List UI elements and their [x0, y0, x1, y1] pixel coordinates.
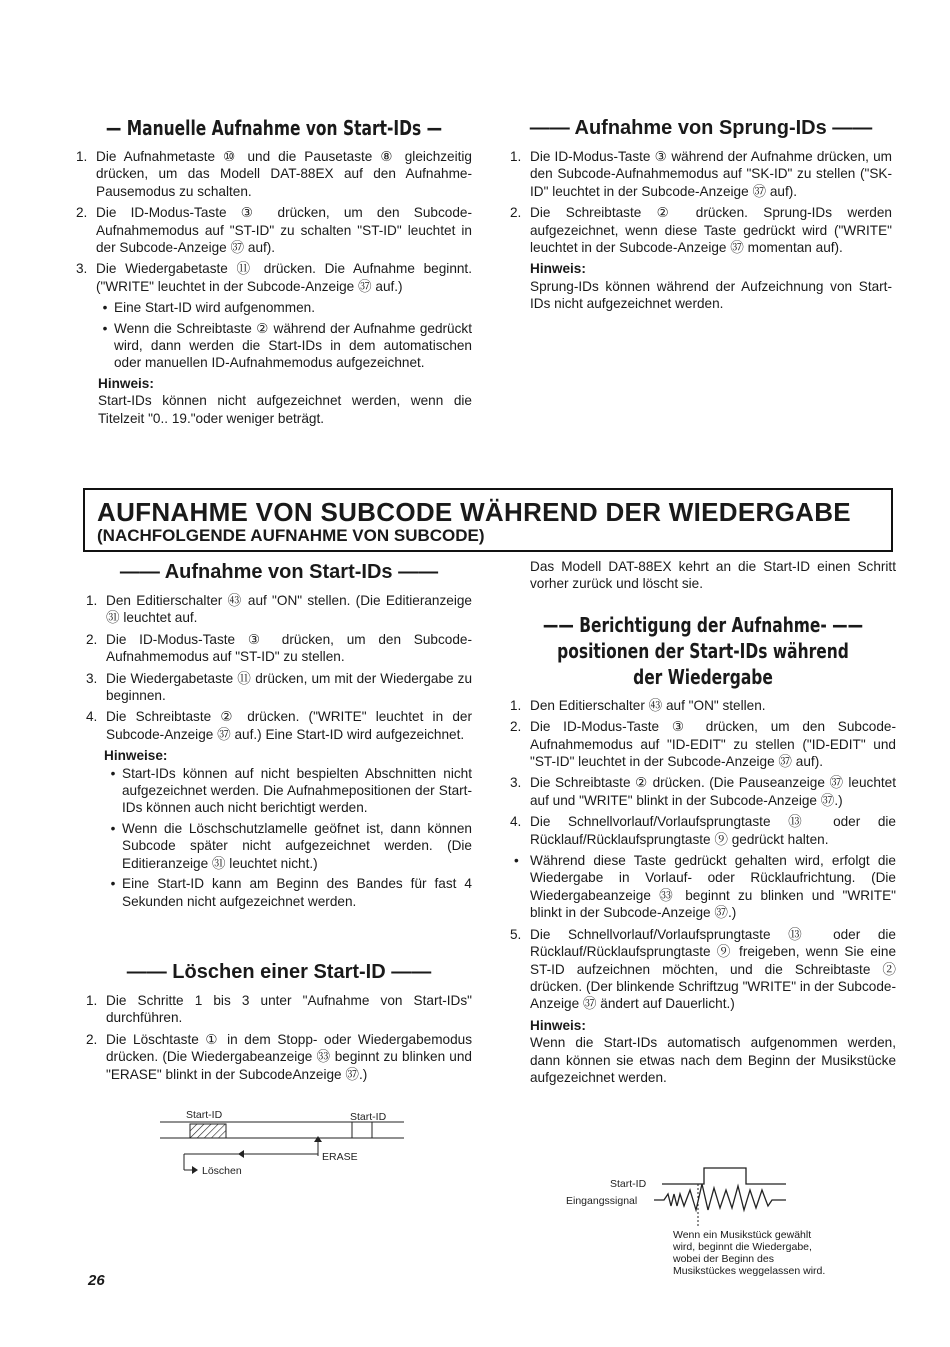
- chapter-subtitle: (NACHFOLGENDE AUFNAHME VON SUBCODE): [97, 526, 485, 545]
- list-item: • Eine Start-ID kann am Beginn des Bandes für fast 4 Sekunden nicht aufgezeichnet werden.: [110, 876, 472, 909]
- intro-text: Das Modell DAT-88EX kehrt an die Start-ID einen Schritt vorher zurück und löscht sie.: [530, 559, 896, 592]
- list-item: 5. Die Schnellvorlauf/Vorlaufsprungtaste ⑬ oder die Rücklauf/Rücklaufsprungtaste ⑨ freigeben, wenn Sie eine ST-ID aufzeichnen möchten, und die Schreibtaste ② drücken. (Der blinkende Schriftzug "WRITE" in der Subcode-Anzeige ㊲ ändert auf Dauerlicht.): [510, 926, 896, 1012]
- signal-diagram: [566, 1164, 816, 1230]
- record-startid-section: [86, 560, 472, 913]
- list-item: 2. Die Schreibtaste ② drücken. Sprung-IDs werden aufgezeichnet, wenn diese Taste gedrückt wird ("WRITE" leuchtet in der Subcode-Anzeige ㊲ momentan auf).: [510, 205, 892, 256]
- erase-diagram: [160, 1104, 420, 1184]
- erase-startid-steps: [86, 992, 472, 1083]
- hatched-startid: [190, 1124, 226, 1138]
- hint-title: Hinweis:: [98, 375, 154, 391]
- startid-pulse: [662, 1168, 786, 1184]
- erase-startid-section: [86, 960, 472, 1087]
- hint-title: Hinweis:: [530, 261, 586, 277]
- list-item: 3. Die Wiedergabetaste ⑪ drücken, um mit der Wiedergabe zu beginnen.: [86, 670, 472, 704]
- diagram-label-startid-left: Start-ID: [186, 1109, 223, 1121]
- section-title-erase-startid: —— Löschen einer Start-ID ——: [126, 961, 432, 983]
- list-item: • Start-IDs können auf nicht bespielten Abschnitten nicht aufgezeichnet werden. Die Aufnahmepositionen der Start-IDs können auch nicht berichtigt werden.: [110, 765, 472, 816]
- list-item: • Während diese Taste gedrückt gehalten wird, erfolgt die Wiedergabe in Vorlauf- oder Rücklaufrichtung. (Die Wiedergabeanzeige ㉝ beginnt zu blinken und "WRITE" blinkt in der Subcode-Anzeige ㊲.): [514, 853, 896, 921]
- list-item: 2. Die ID-Modus-Taste ③ drücken, um den Subcode-Aufnahmemodus auf "ST-ID" zu schalten "ST-ID" leuchtet in der Subcode-Anzeige ㊲ auf).: [76, 205, 472, 256]
- diagram-label-startid: Start-ID: [610, 1178, 647, 1190]
- skip-id-steps: [510, 148, 892, 256]
- correction-section: [510, 558, 896, 1086]
- list-item: • Eine Start-ID wird aufgenommen.: [102, 300, 315, 316]
- chapter-title: AUFNAHME VON SUBCODE WÄHREND DER WIEDERGABE: [97, 497, 851, 527]
- list-item: 3. Die Schreibtaste ② drücken. (Die Pauseanzeige ㊲ leuchtet auf und "WRITE" blinkt in der Subcode-Anzeige ㊲.): [510, 775, 896, 808]
- erase-arrowhead: [314, 1136, 322, 1142]
- list-item: 2. Die ID-Modus-Taste ③ drücken, um den Subcode-Aufnahmemodus auf "ST-ID" zu stellen.: [86, 631, 472, 665]
- diagram-label-erase: ERASE: [322, 1151, 358, 1163]
- list-item: 1. Den Editierschalter ㊸ auf "ON" stellen. (Die Editieranzeige ㉛ leuchtet auf.: [86, 593, 472, 626]
- section-title-manual-startid: — Manuelle Aufnahme von Start-IDs —: [105, 116, 443, 140]
- hint-title: Hinweise:: [104, 748, 168, 764]
- list-item: • Wenn die Löschschutzlamelle geöfnet ist, dann können Subcode später nicht aufgezeichnet werden. (Die Editieranzeige ㉛ leuchtet nicht.): [110, 820, 472, 871]
- list-item: 4. Die Schreibtaste ② drücken. ("WRITE" leuchtet in der Subcode-Anzeige ㊲ auf.) Eine Start-ID wird aufgezeichnet.: [86, 709, 472, 742]
- page-number: 26: [88, 1272, 105, 1289]
- chapter-banner: [83, 488, 893, 552]
- hint-text: Sprung-IDs können während der Aufzeichnung von Start-IDs nicht aufgezeichnet werden.: [530, 278, 892, 312]
- hint-text: Wenn die Start-IDs automatisch aufgenommen werden, dann können sie etwas nach dem Beginn der Musikstücke aufgezeichnet werden.: [530, 1035, 896, 1085]
- diagram-caption: Wenn ein Musikstück gewählt wird, beginnt die Wiedergabe, wobei der Beginn des Musikstückes weggelassen wird.: [673, 1229, 826, 1277]
- record-startid-hints: [104, 765, 472, 910]
- manual-startid-bullets: [96, 299, 472, 372]
- list-item: 1. Die Schritte 1 bis 3 unter "Aufnahme von Start-IDs" durchführen.: [86, 993, 472, 1026]
- skip-id-section: [510, 116, 892, 313]
- hint-title: Hinweis:: [530, 1017, 586, 1033]
- list-item: 1. Die ID-Modus-Taste ③ während der Aufnahme drücken, um den Subcode-Aufnahmemodus auf "SK-ID" zu stellen ("SK-ID" leuchtet in der Subcode-Anzeige ㊲ auf).: [510, 149, 892, 199]
- list-item: 3. Die Wiedergabetaste ⑪ drücken. Die Aufnahme beginnt. ("WRITE" leuchtet in der Subcode-Anzeige ㊲ auf.): [76, 261, 472, 294]
- input-signal-wave: [654, 1184, 786, 1210]
- correction-steps: [510, 697, 896, 1013]
- diagram-label-startid-right: Start-ID: [350, 1111, 387, 1123]
- list-item: 1. Die Aufnahmetaste ⑩ und die Pausetaste ⑧ gleichzeitig drücken, um das Modell DAT-88EX auf den Aufnahme-Pausemodus zu schalten.: [76, 149, 472, 199]
- diagram-label-signal: Eingangssignal: [566, 1195, 638, 1207]
- diagram-label-loeschen: Löschen: [202, 1165, 242, 1177]
- section-title-skip-id: —— Aufnahme von Sprung-IDs ——: [529, 117, 873, 139]
- return-arrowhead: [238, 1150, 244, 1158]
- manual-startid-steps: [76, 148, 472, 295]
- manual-startid-section: [76, 116, 472, 427]
- section-title-correction: —— Berichtigung der Aufnahme- —— positionen der Start-IDs während der Wiedergabe: [542, 612, 864, 689]
- record-startid-steps: [86, 592, 472, 743]
- list-item: 2. Die Löschtaste ① in dem Stopp- oder Wiedergabemodus drücken. (Die Wiedergabeanzeige ㉝ beginnt zu blinken und "ERASE" blinkt in der SubcodeAnzeige ㊲.): [86, 1031, 472, 1082]
- section-title-record-startid: —— Aufnahme von Start-IDs ——: [119, 561, 439, 583]
- list-item: 4. Die Schnellvorlauf/Vorlaufsprungtaste ⑬ oder die Rücklauf/Rücklaufsprungtaste ⑨ gedrückt halten.: [510, 814, 896, 847]
- loeschen-arrowhead: [192, 1166, 198, 1174]
- hint-text: Start-IDs können nicht aufgezeichnet werden, wenn die Titelzeit "0.. 19."oder weniger beträgt.: [98, 393, 472, 426]
- list-item: 1. Den Editierschalter ㊸ auf "ON" stellen.: [510, 697, 766, 713]
- list-item: • Wenn die Schreibtaste ② während der Aufnahme gedrückt wird, dann werden die Start-IDs in dem automatischen oder manuellen ID-Aufnahmemodus aufgezeichnet.: [102, 320, 472, 371]
- list-item: 2. Die ID-Modus-Taste ③ drücken, um den Subcode-Aufnahmemodus auf "ID-EDIT" zu stellen ("ID-EDIT" und "ST-ID" leuchtet in der Subcode-Anzeige ㊲ auf).: [510, 719, 896, 770]
